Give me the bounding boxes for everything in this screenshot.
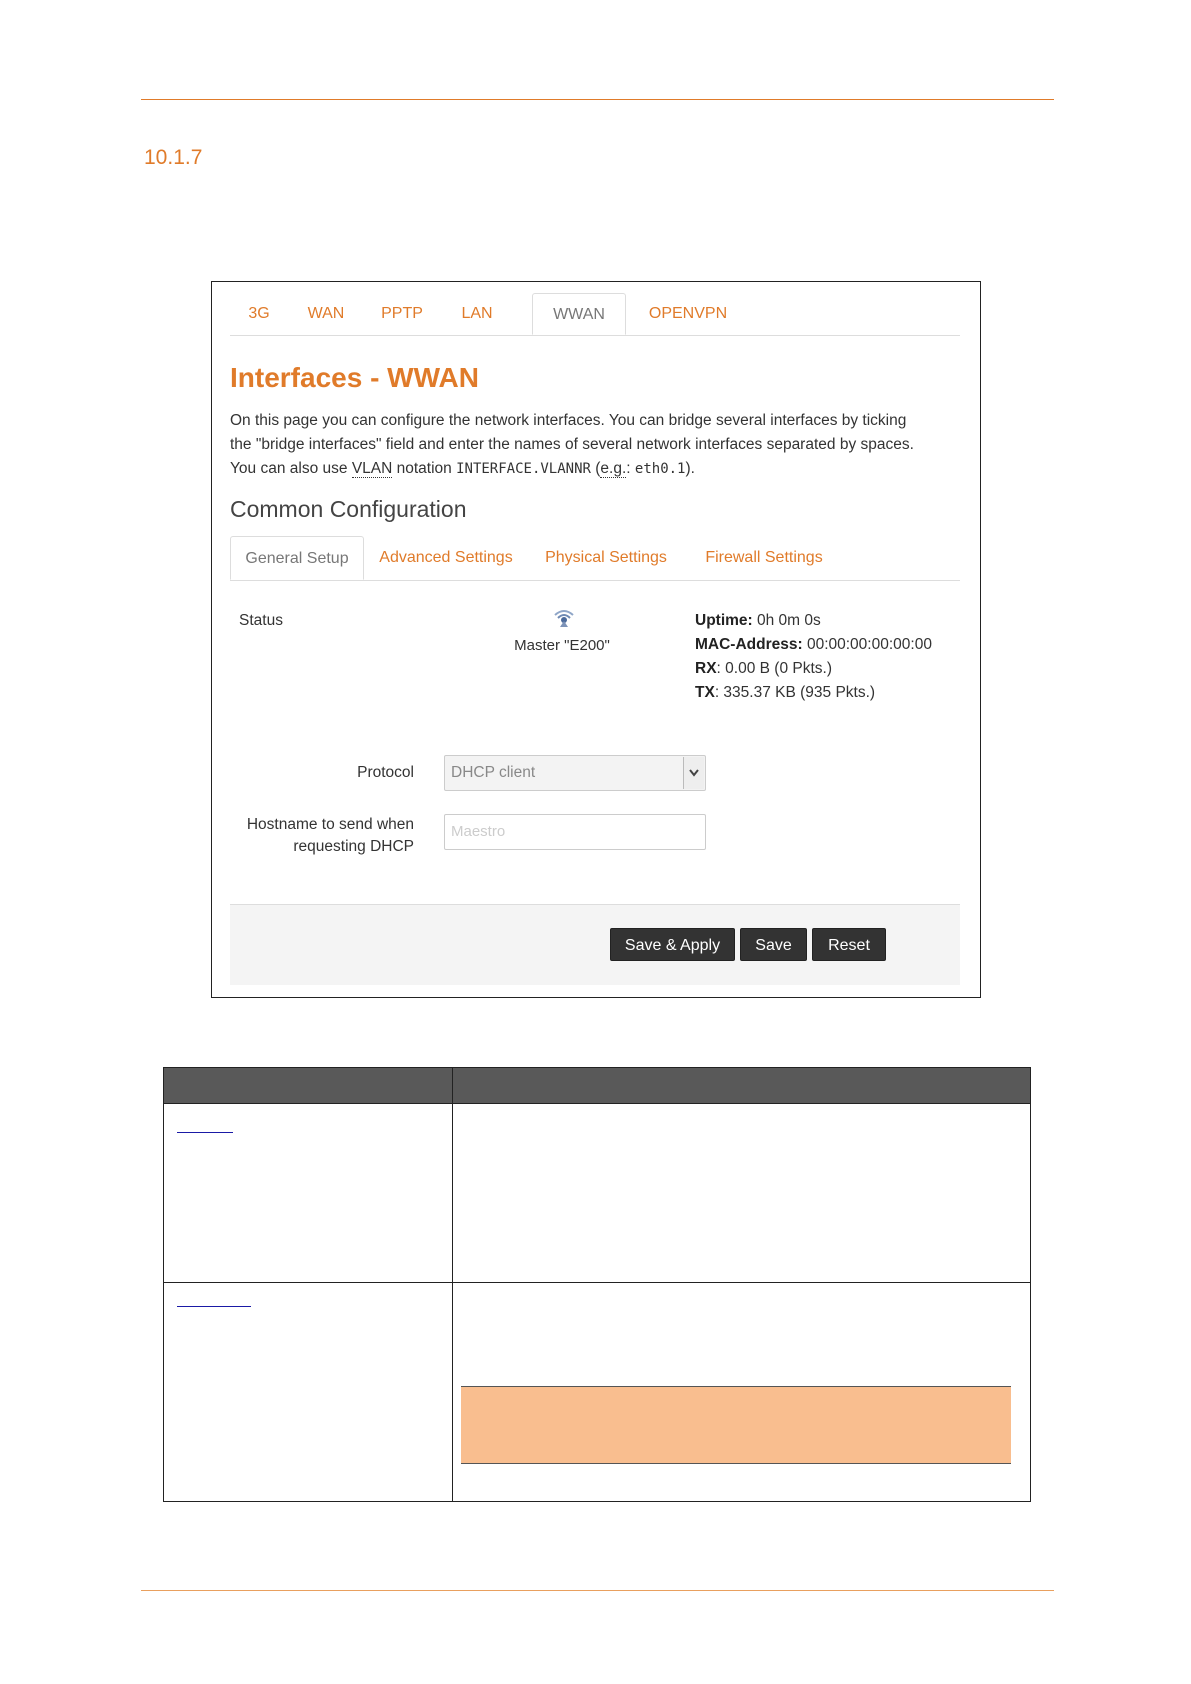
tab-3g[interactable]: 3G (248, 305, 270, 322)
wireless-master-text: Master "E200" (514, 637, 610, 654)
protocol-selected-value: DHCP client (451, 764, 536, 781)
hostname-placeholder: Maestro (451, 823, 506, 840)
save-button[interactable]: Save (740, 928, 807, 961)
subtab-general-setup[interactable]: General Setup (230, 536, 364, 580)
column-divider (452, 1068, 453, 1501)
wifi-signal-icon (552, 608, 576, 628)
table-header (164, 1068, 1030, 1103)
tab-openvpn[interactable]: OPENVPN (648, 305, 728, 322)
note-box (461, 1386, 1011, 1464)
hostname-label (247, 814, 414, 858)
mac-row (695, 633, 932, 657)
hostname-label-line-2: requesting DHCP (293, 838, 414, 855)
page-title: Interfaces - WWAN (230, 362, 479, 393)
intro-text (230, 409, 960, 481)
tx-row (695, 681, 932, 705)
tab-pptp[interactable]: PPTP (381, 305, 423, 322)
chevron-down-icon[interactable] (683, 757, 704, 789)
protocol-label: Protocol (357, 764, 414, 781)
mac-value: 00:00:00:00:00:00 (802, 636, 932, 653)
row-2-link[interactable] (177, 1306, 251, 1307)
config-subtabs (230, 536, 960, 581)
intro-line-3 (230, 457, 960, 481)
intro-text-part: ). (685, 460, 695, 477)
row-1-link[interactable] (177, 1132, 233, 1133)
rx-value: : 0.00 B (0 Pkts.) (716, 660, 832, 677)
row-divider (164, 1103, 1030, 1104)
section-heading: Common Configuration (230, 496, 467, 522)
header-rule (141, 99, 1054, 100)
interface-stats (695, 609, 932, 705)
intro-line-1: On this page you can configure the network interfaces. You can bridge several interfaces by ticking (230, 412, 907, 429)
intro-text-part: : (626, 460, 635, 477)
section-number: 10.1.7 (144, 146, 203, 169)
intro-text-part: notation (392, 460, 457, 477)
interface-tabs (230, 293, 960, 336)
code-eth0-1: eth0.1 (634, 461, 686, 477)
tab-wwan[interactable]: WWAN (532, 293, 626, 335)
intro-text-part: You can also use (230, 460, 352, 477)
footer-rule (141, 1590, 1054, 1591)
code-interface-vlannr: INTERFACE.VLANNR (456, 461, 591, 477)
rx-label: RX (695, 660, 717, 677)
save-apply-button[interactable]: Save & Apply (610, 928, 735, 961)
uptime-value: 0h 0m 0s (752, 612, 821, 629)
eg-abbr: e.g. (600, 460, 627, 477)
uptime-label: Uptime: (695, 612, 753, 629)
description-table (163, 1067, 1031, 1502)
protocol-select[interactable] (444, 755, 706, 791)
tx-label: TX (695, 684, 715, 701)
tx-value: : 335.37 KB (935 Pkts.) (714, 684, 876, 701)
mac-label: MAC-Address: (695, 636, 803, 653)
row-divider (164, 1282, 1030, 1283)
tab-wan[interactable]: WAN (307, 305, 345, 322)
hostname-label-line-1: Hostname to send when (246, 816, 414, 833)
intro-text-part: ( (590, 460, 601, 477)
uptime-row (695, 609, 932, 633)
intro-line-2: the "bridge interfaces" field and enter the names of several network interfaces separated by spaces. (230, 436, 914, 453)
status-label: Status (239, 612, 283, 629)
action-bar (230, 904, 960, 985)
hostname-input[interactable] (444, 814, 706, 850)
vlan-abbr: VLAN (351, 460, 393, 477)
subtab-physical-settings[interactable]: Physical Settings (545, 549, 667, 566)
screenshot-frame (211, 281, 981, 998)
rx-row (695, 657, 932, 681)
tab-lan[interactable]: LAN (461, 305, 493, 322)
subtab-advanced-settings[interactable]: Advanced Settings (379, 549, 513, 566)
reset-button[interactable]: Reset (812, 928, 886, 961)
subtab-firewall-settings[interactable]: Firewall Settings (705, 549, 823, 566)
